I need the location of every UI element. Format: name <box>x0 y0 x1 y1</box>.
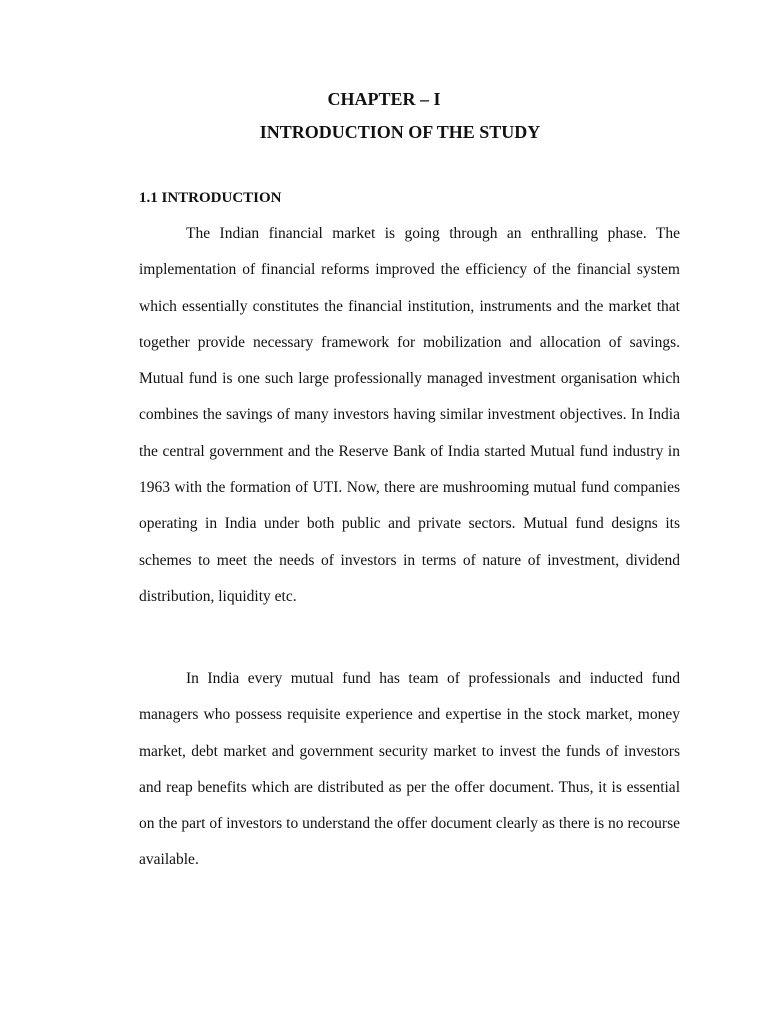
chapter-number: CHAPTER – I <box>327 89 441 109</box>
body-paragraph-1: The Indian financial market is going through an enthralling phase. The implementation of financial reforms improved the efficiency of the financial system which essentially constitutes the financial institution, instruments and the market that together provide necessary framework for mobilization and allocation of savings. Mutual fund is one such large professionally managed investment organisation which combines the savings of many investors having similar investment objectives. In India the central government and the Reserve Bank of India started Mutual fund industry in 1963 with the formation of UTI. Now, there are mushrooming mutual fund companies operating in India under both public and private sectors. Mutual fund designs its schemes to meet the needs of investors in terms of nature of investment, dividend distribution, liquidity etc. <box>139 225 680 605</box>
chapter-title: INTRODUCTION OF THE STUDY <box>259 122 541 142</box>
body-paragraph-2: In India every mutual fund has team of professionals and inducted fund managers who possess requisite experience and expertise in the stock market, money market, debt market and government security market to invest the funds of investors and reap benefits which are distributed as per the offer document. Thus, it is essential on the part of investors to understand the offer document clearly as there is no recourse available. <box>139 670 680 869</box>
section-heading: 1.1 INTRODUCTION <box>139 190 282 206</box>
